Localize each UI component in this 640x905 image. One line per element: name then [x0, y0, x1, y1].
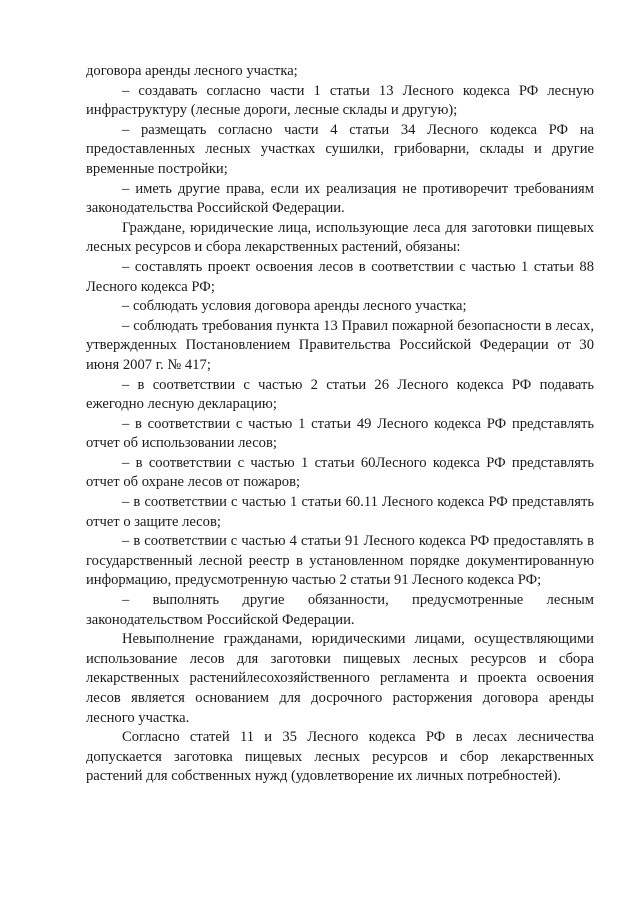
- list-item: – в соответствии с частью 4 статьи 91 Лесного кодекса РФ предоставлять в государственный лесной реестр в установленном порядке документированную информацию, предусмотренную частью 2 статьи 91 Лесного кодекса РФ;: [86, 533, 594, 589]
- list-item: – иметь другие права, если их реализация не противоречит требованиям законодательства Российской Федерации.: [86, 180, 594, 217]
- list-item: – выполнять другие обязанности, предусмотренные лесным законодательством Российской Федерации.: [86, 592, 594, 628]
- document-page: [86, 62, 594, 787]
- list-item: – создавать согласно части 1 статьи 13 Лесного кодекса РФ лесную инфраструктуру (лесные дороги, лесные склады и другую);: [86, 82, 594, 119]
- paragraph: Согласно статей 11 и 35 Лесного кодекса РФ в лесах лесничества допускается заготовка пищевых лесных ресурсов и сбор лекарственных растений для собственных нужд (удовлетворение их личных потребностей).: [86, 729, 594, 785]
- list-item: – соблюдать условия договора аренды лесного участка;: [122, 298, 467, 315]
- list-item: – размещать согласно части 4 статьи 34 Лесного кодекса РФ на предоставленных лесных участках сушилки, грибоварни, склады и другие временные постройки;: [86, 121, 594, 177]
- list-item: – в соответствии с частью 2 статьи 26 Лесного кодекса РФ подавать ежегодно лесную декларацию;: [86, 376, 594, 413]
- list-item: – составлять проект освоения лесов в соответствии с частью 1 статьи 88 Лесного кодекса РФ;: [86, 258, 594, 295]
- list-item: – в соответствии с частью 1 статьи 49 Лесного кодекса РФ представлять отчет об использовании лесов;: [86, 415, 594, 452]
- list-item: – в соответствии с частью 1 статьи 60.11 Лесного кодекса РФ представлять отчет о защите лесов;: [86, 494, 594, 530]
- list-item: – в соответствии с частью 1 статьи 60Лесного кодекса РФ представлять отчет об охране лесов от пожаров;: [86, 454, 594, 491]
- paragraph: Невыполнение гражданами, юридическими лицами, осуществляющими использование лесов для заготовки пищевых лесных ресурсов и сбора лекарственных растенийлесохозяйственного регламента и проекта освоения лесов является основанием для досрочного расторжения договора аренды лесного участка.: [86, 631, 594, 726]
- list-item: – соблюдать требования пункта 13 Правил пожарной безопасности в лесах, утвержденных Постановлением Правительства Российской Федерации от 30 июня 2007 г. № 417;: [86, 317, 594, 373]
- paragraph-continuation: договора аренды лесного участка;: [86, 63, 298, 79]
- paragraph: Граждане, юридические лица, использующие леса для заготовки пищевых лесных ресурсов и сбора лекарственных растений, обязаны:: [86, 219, 594, 256]
